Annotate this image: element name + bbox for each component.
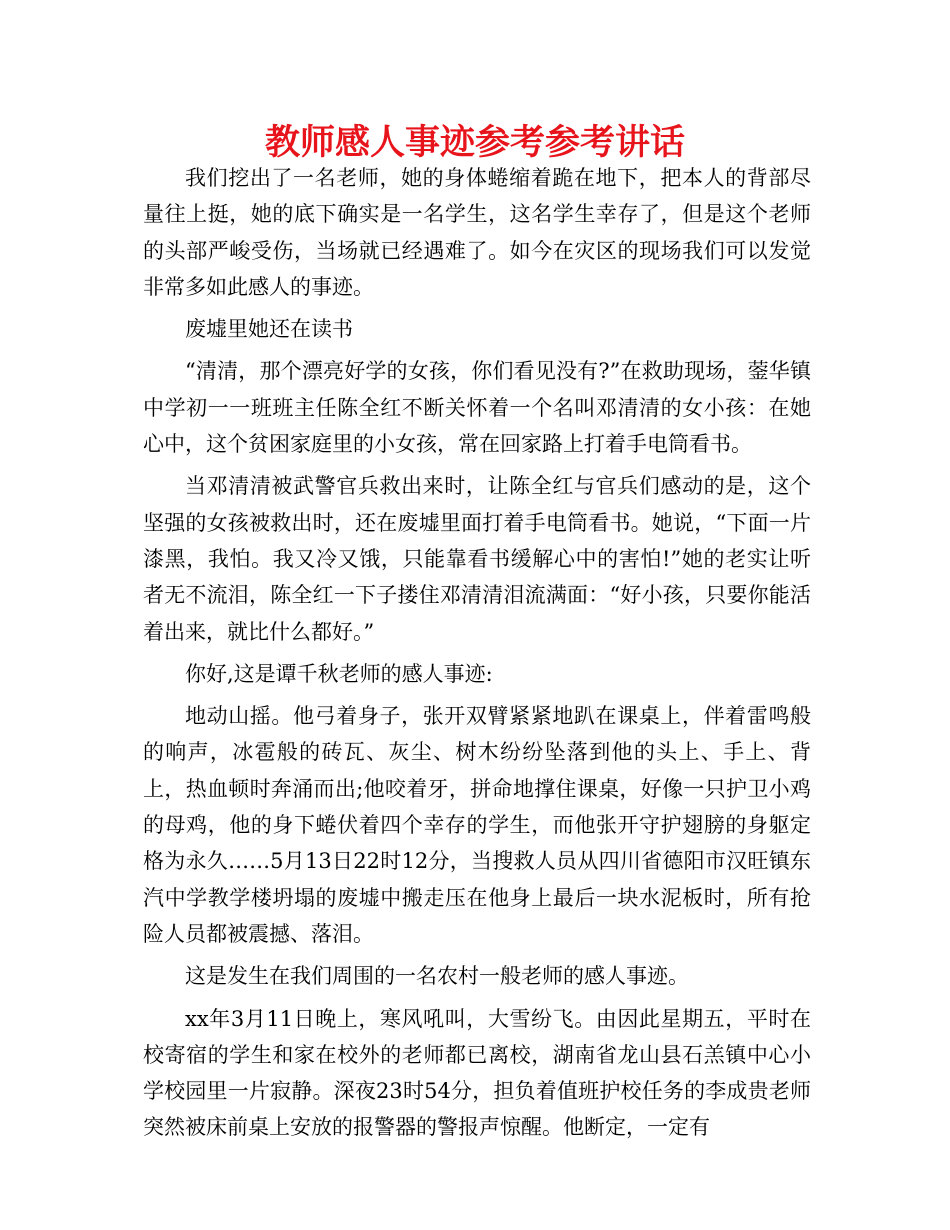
document-body xyxy=(143,160,811,1146)
paragraph-6: 地动山摇。他弓着身子，张开双臂紧紧地趴在课桌上，伴着雷鸣般的响声，冰雹般的砖瓦、灰尘、树木纷纷坠落到他的头上、手上、背上，热血顿时奔涌而出;他咬着牙，拼命地撑住课桌，好像一只护卫小鸡的母鸡，他的身下蜷伏着四个幸存的学生，而他张开守护翅膀的身躯定格为永久……5月13日22时12分，当搜救人员从四川省德阳市汉旺镇东汽中学教学楼坍塌的废墟中搬走压在他身上最后一块水泥板时，所有抢险人员都被震撼、落泪。 xyxy=(143,704,811,946)
paragraph-5: 你好,这是谭千秋老师的感人事迹: xyxy=(185,661,493,686)
paragraph-1: 我们挖出了一名老师，她的身体蜷缩着跪在地下，把本人的背部尽量往上挺，她的底下确实是一名学生，这名学生幸存了，但是这个老师的头部严峻受伤，当场就已经遇难了。如今在灾区的现场我们可以发觉非常多如此感人的事迹。 xyxy=(143,166,811,299)
paragraph-2-subheading: 废墟里她还在读书 xyxy=(185,317,353,342)
paragraph-4: 当邓清清被武警官兵救出来时，让陈全红与官兵们感动的是，这个坚强的女孩被救出时，还在废墟里面打着手电筒看书。她说，“下面一片漆黑，我怕。我又冷又饿，只能靠看书缓解心中的害怕!”她的老实让听者无不流泪，陈全红一下子搂住邓清清泪流满面：“好小孩，只要你能活着出来，就比什么都好。” xyxy=(143,474,811,644)
document-title: 教师感人事迹参考参考讲话 xyxy=(264,123,685,163)
paragraph-7: 这是发生在我们周围的一名农村一般老师的感人事迹。 xyxy=(185,964,689,989)
paragraph-8: xx年3月11日晚上，寒风吼叫，大雪纷飞。由因此星期五，平时在校寄宿的学生和家在校外的老师都已离校，湖南省龙山县石羔镇中心小学校园里一片寂静。深夜23时54分，担负着值班护校任务的李成贵老师突然被床前桌上安放的报警器的警报声惊醒。他断定，一定有 xyxy=(143,1006,811,1140)
paragraph-3: “清清，那个漂亮好学的女孩，你们看见没有?”在救助现场，蓥华镇中学初一一班班主任陈全红不断关怀着一个名叫邓清清的女小孩：在她心中，这个贫困家庭里的小女孩，常在回家路上打着手电筒看书。 xyxy=(143,359,811,457)
